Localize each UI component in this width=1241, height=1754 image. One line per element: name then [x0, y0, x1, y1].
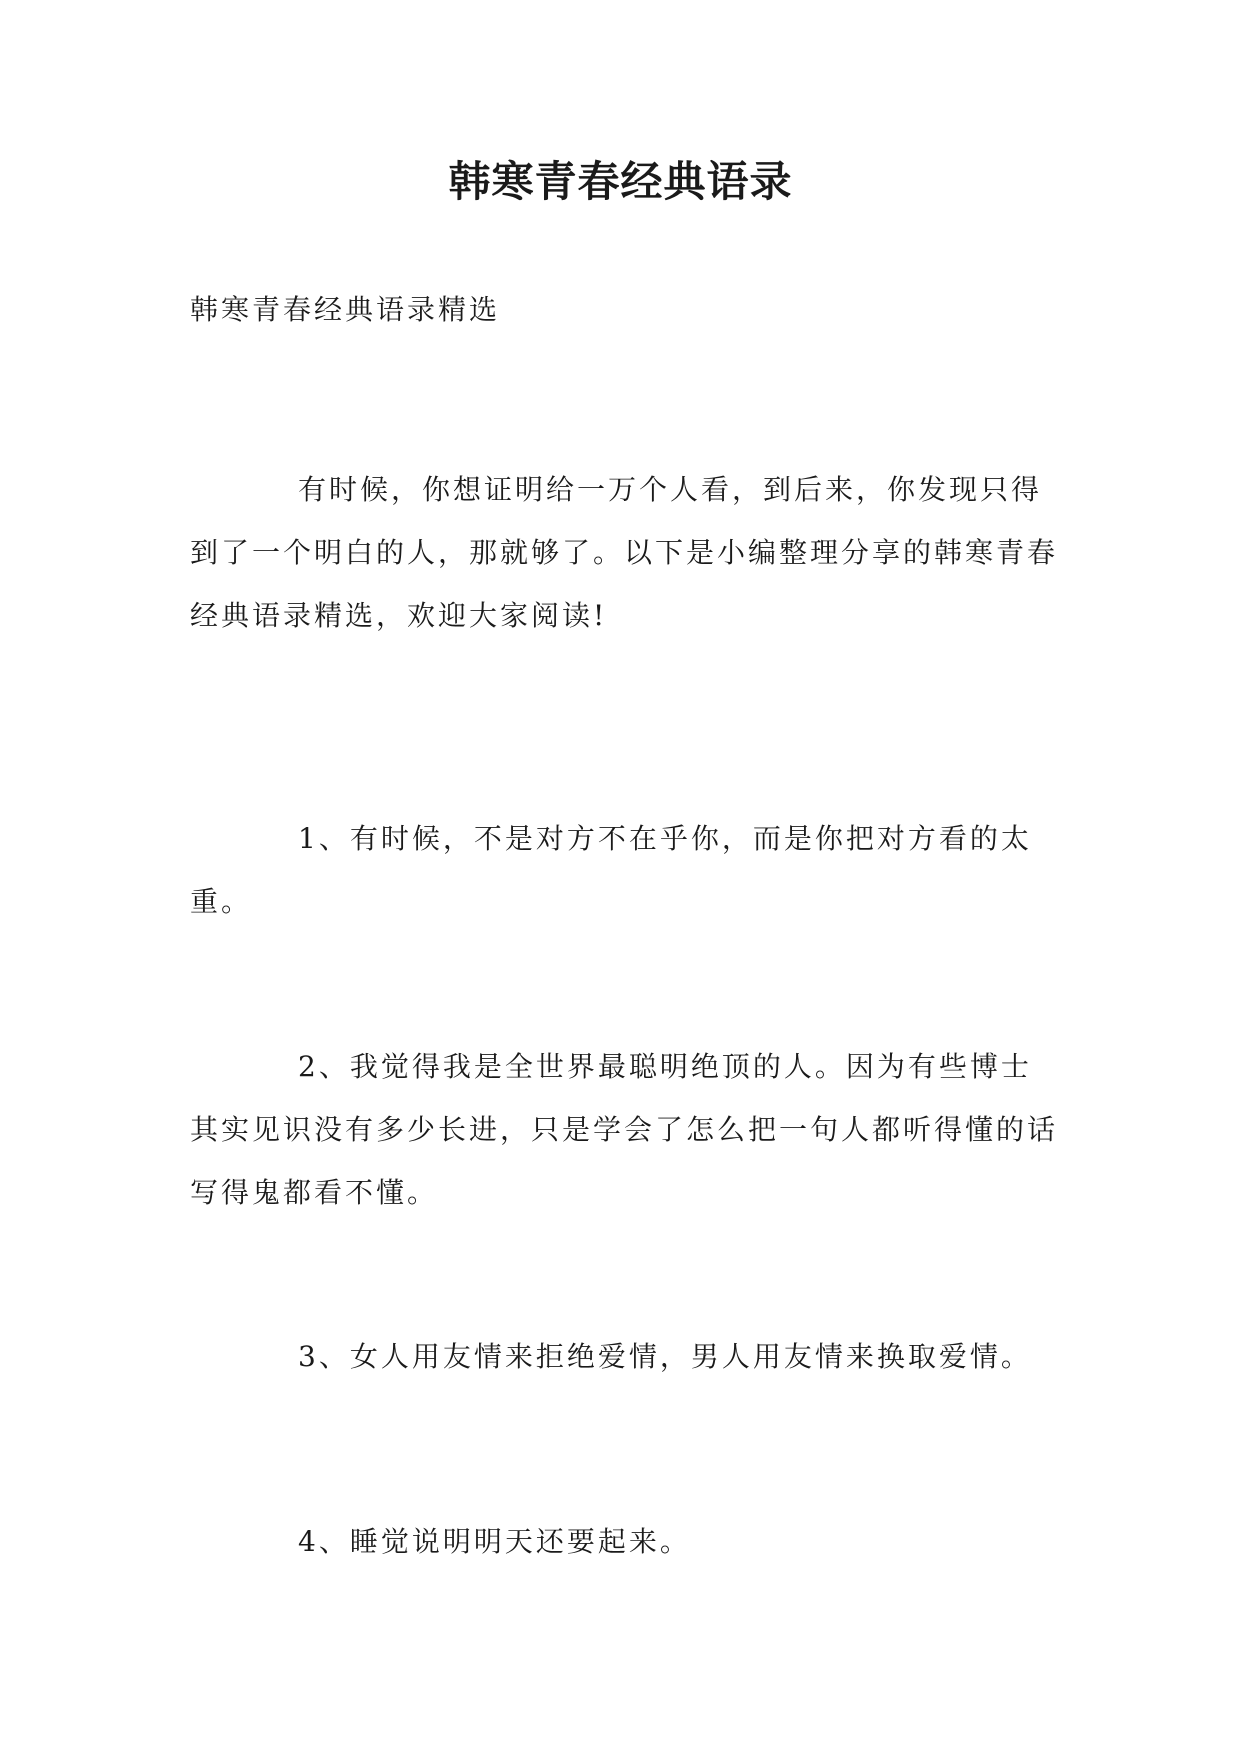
intro-paragraph: 有时候，你想证明给一万个人看，到后来，你发现只得到了一个明白的人，那就够了。以下是小编整理分享的韩寒青春经典语录精选，欢迎大家阅读!	[190, 473, 1059, 632]
quote-item-1: 1、有时候，不是对方不在乎你，而是你把对方看的太重。	[190, 822, 1032, 918]
page-title: 韩寒青春经典语录	[448, 157, 793, 206]
quote-item-3: 3、女人用友情来拒绝爱情，男人用友情来换取爱情。	[298, 1340, 1032, 1373]
document-subtitle: 韩寒青春经典语录精选	[190, 293, 501, 326]
quote-item-4: 4、睡觉说明明天还要起来。	[298, 1525, 691, 1558]
quote-item-2: 2、我觉得我是全世界最聪明绝顶的人。因为有些博士其实见识没有多少长进，只是学会了怎么把一句人都听得懂的话写得鬼都看不懂。	[190, 1050, 1059, 1209]
